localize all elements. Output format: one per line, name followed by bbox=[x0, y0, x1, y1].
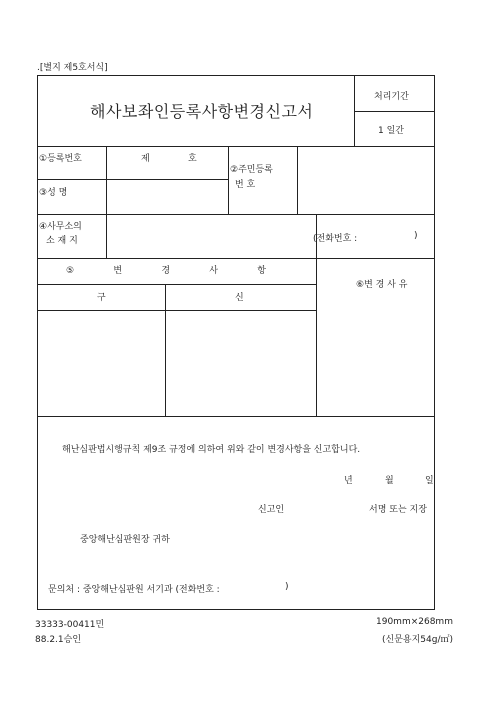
processing-period-value: 1 일간 bbox=[378, 126, 404, 136]
rule-below-office bbox=[38, 258, 434, 259]
form-title: 해사보좌인등록사항변경신고서 bbox=[90, 102, 314, 121]
registration-prefix: 제 bbox=[141, 154, 150, 164]
form-number: .[별지 제5호서식] bbox=[37, 63, 108, 73]
change-reason-field[interactable] bbox=[317, 311, 434, 415]
approval-date: 88.2.1승인 bbox=[35, 635, 82, 645]
phone-close: ) bbox=[414, 231, 418, 241]
old-column-header: 구 bbox=[97, 293, 106, 303]
phone-label: (전화번호 : bbox=[313, 234, 358, 244]
resident-number-field[interactable] bbox=[298, 147, 434, 213]
change-reason-label: ⑥변 경 사 유 bbox=[356, 280, 408, 290]
name-field[interactable] bbox=[107, 180, 227, 213]
office-address-label-line2: 소 재 지 bbox=[46, 236, 78, 246]
registration-number-label: ①등록번호 bbox=[39, 154, 82, 164]
processing-period-label: 처리기간 bbox=[374, 92, 409, 102]
change-header-char: 항 bbox=[257, 266, 266, 276]
new-value-field[interactable] bbox=[166, 311, 315, 415]
resident-number-label-line2: 번 호 bbox=[235, 180, 256, 190]
change-header-char: 변 bbox=[113, 266, 123, 276]
resident-number-label: ②주민등록 bbox=[230, 165, 273, 175]
registration-number-field[interactable] bbox=[107, 147, 227, 178]
old-value-field[interactable] bbox=[39, 311, 164, 415]
date-year: 년 bbox=[344, 476, 353, 486]
inquiry-text: 문의처 : 중앙해난심판원 서기과 (전화번호 : bbox=[48, 585, 220, 595]
rule-title-divider bbox=[354, 76, 355, 146]
new-column-header: 신 bbox=[235, 293, 244, 303]
rule-processing bbox=[354, 111, 434, 112]
report-form bbox=[37, 75, 435, 610]
addressee: 중앙해난심판원장 귀하 bbox=[80, 535, 170, 545]
form-code: 33333-00411민 bbox=[35, 620, 105, 630]
paper-type: (신문용지54g/㎡) bbox=[382, 635, 453, 645]
change-items-header bbox=[66, 265, 266, 278]
change-header-char: 사 bbox=[209, 266, 218, 276]
rule-below-change-body bbox=[38, 416, 434, 417]
registration-suffix: 호 bbox=[188, 154, 197, 164]
declaration-statement: 해난심판법시행규칙 제9조 규정에 의하여 위와 같이 변경사항을 신고합니다. bbox=[62, 445, 361, 455]
office-address-label: ④사무소의 bbox=[39, 222, 82, 232]
paper-size: 190mm×268mm bbox=[376, 617, 453, 627]
name-label: ③성 명 bbox=[39, 188, 68, 198]
office-address-field[interactable] bbox=[107, 215, 312, 257]
change-header-char: 경 bbox=[161, 266, 171, 276]
rule-below-change-header bbox=[38, 284, 316, 285]
reporter-label: 신고인 bbox=[258, 505, 285, 515]
date-month: 월 bbox=[385, 476, 394, 486]
rule-resident-left bbox=[228, 146, 229, 214]
date-day: 일 bbox=[425, 476, 434, 486]
change-header-char: ⑤ bbox=[66, 266, 75, 276]
signature-label: 서명 또는 지장 bbox=[369, 505, 427, 515]
inquiry-close: ) bbox=[285, 582, 289, 592]
